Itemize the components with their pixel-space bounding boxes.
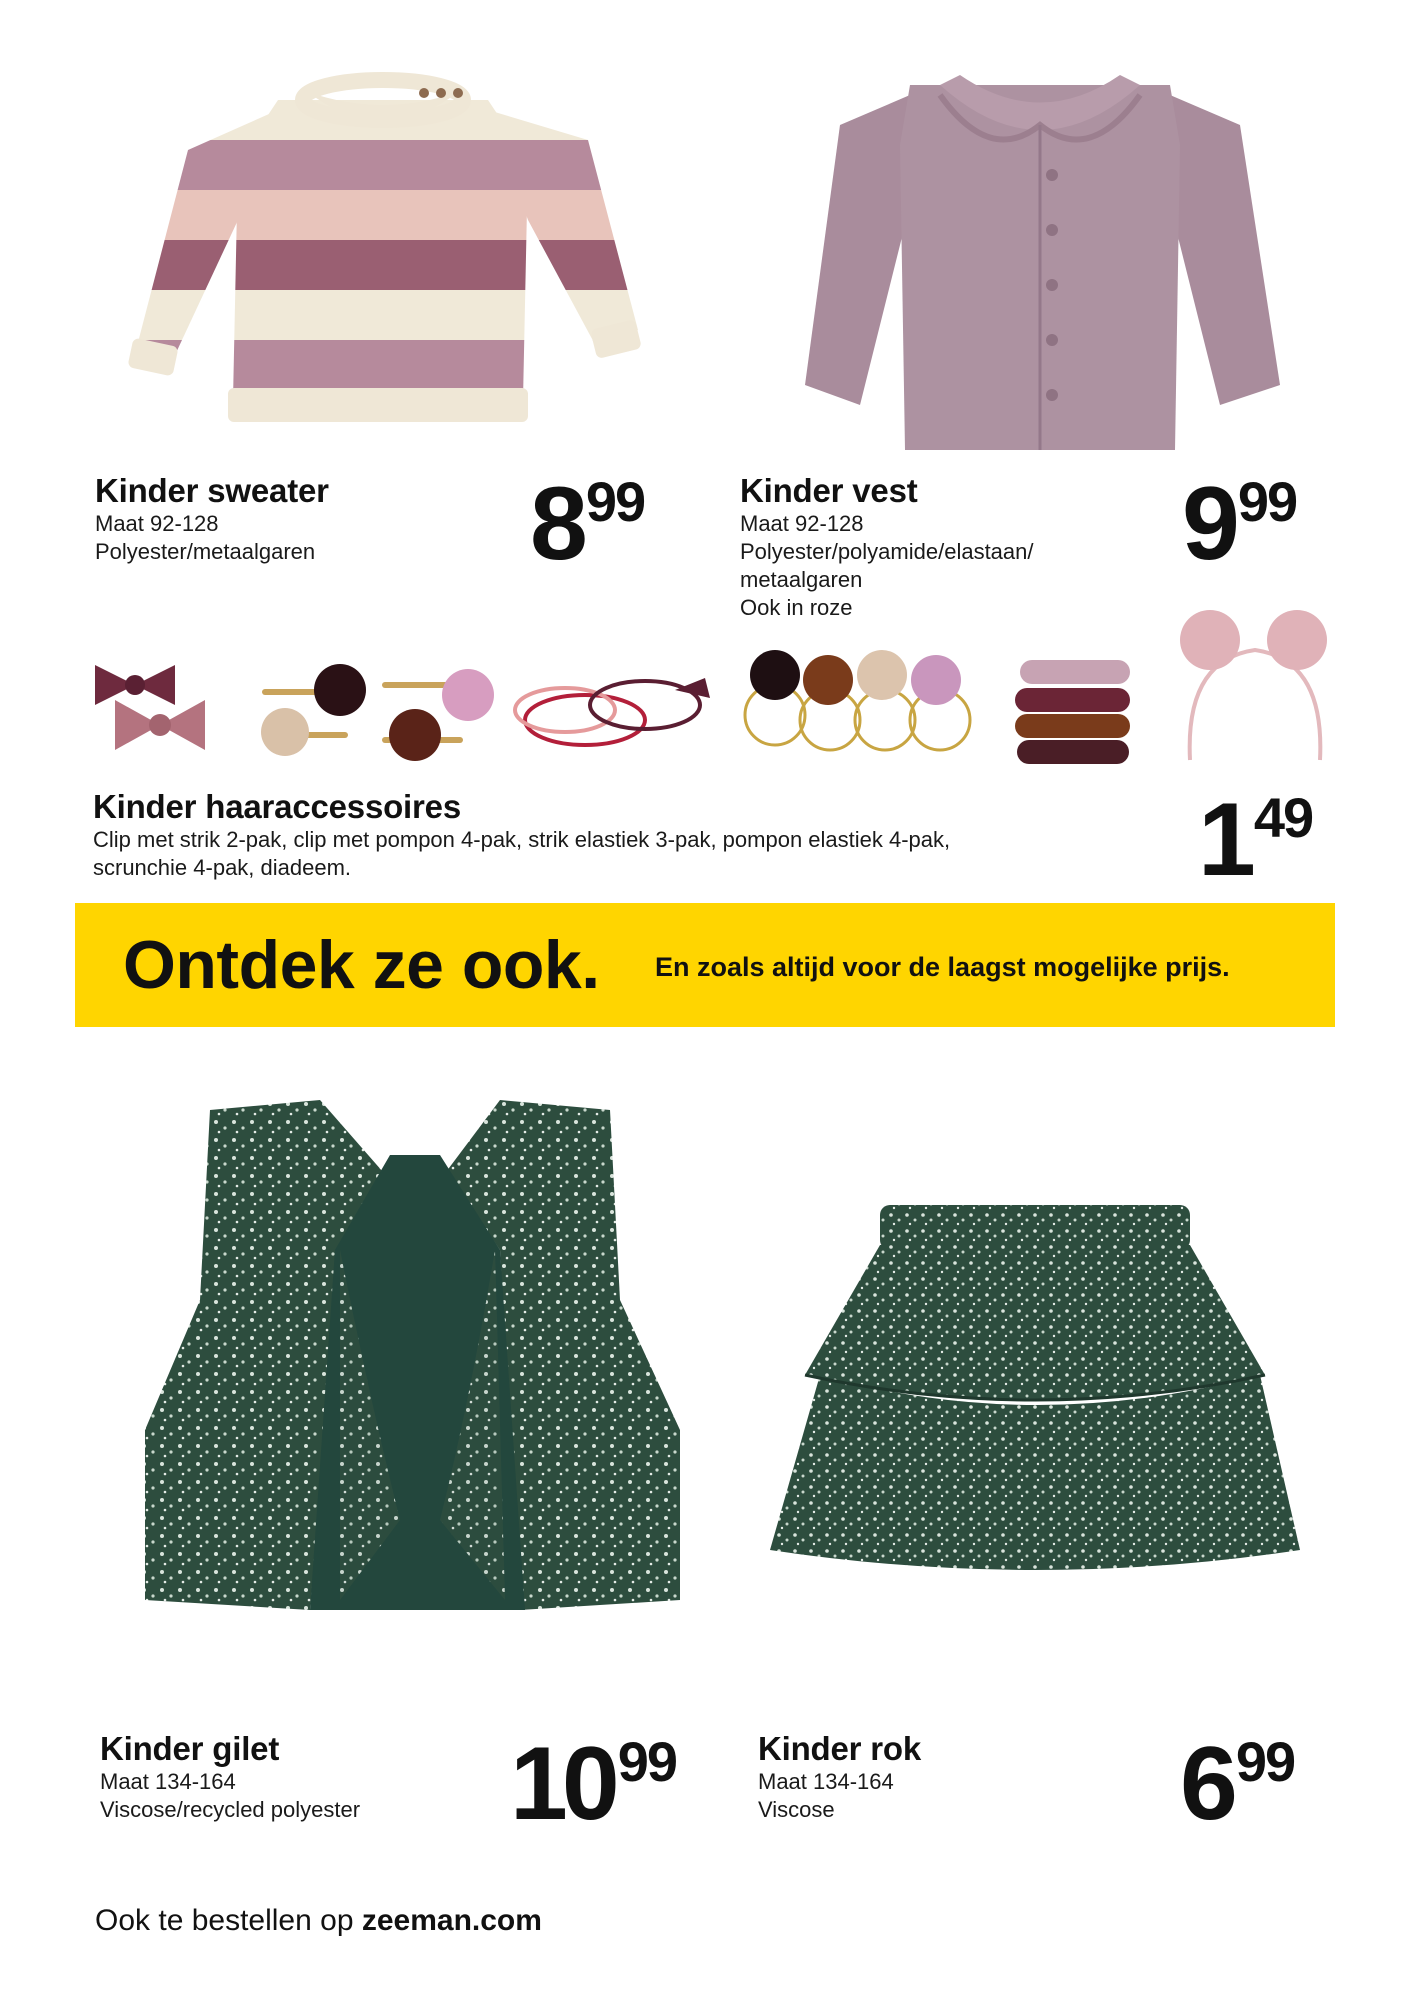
product-material: Polyester/metaalgaren	[95, 539, 316, 564]
banner-subline: En zoals altijd voor de laagst mogelijke prijs.	[655, 952, 1230, 982]
product-info-hair-accessories	[93, 788, 1093, 882]
product-material: Viscose	[758, 1797, 835, 1822]
product-title: Kinder gilet	[100, 1730, 280, 1767]
product-image-hair-accessories	[85, 610, 1335, 780]
product-image-vest	[790, 55, 1290, 455]
product-image-sweater	[128, 70, 648, 460]
product-size: Maat 134-164	[758, 1769, 894, 1794]
promo-banner	[75, 903, 1335, 1027]
product-variant: Ook in roze	[740, 595, 853, 620]
product-title: Kinder haaraccessoires	[93, 788, 461, 825]
product-material: Viscose/recycled polyester	[100, 1797, 361, 1822]
price-gilet: 1099	[510, 1726, 676, 1842]
product-image-skirt	[760, 1195, 1310, 1575]
footer-prefix: Ook te bestellen op	[95, 1904, 362, 1937]
product-info-sweater	[95, 472, 495, 566]
product-title: Kinder rok	[758, 1730, 922, 1767]
price-hair-accessories: 149	[1198, 782, 1313, 898]
product-title: Kinder vest	[740, 472, 918, 509]
product-description-line-2: scrunchie 4-pak, diadeem.	[93, 855, 352, 880]
product-material: Polyester/polyamide/elastaan/	[740, 539, 1034, 564]
product-description-line-1: Clip met strik 2-pak, clip met pompon 4-pak, strik elastiek 3-pak, pompon elastiek 4-pak,	[93, 827, 951, 852]
product-info-skirt	[758, 1730, 1138, 1824]
product-size: Maat 92-128	[740, 511, 864, 536]
product-info-vest	[740, 472, 1120, 622]
footer-order-note	[95, 1903, 542, 1939]
product-size: Maat 134-164	[100, 1769, 236, 1794]
product-image-gilet	[140, 1100, 700, 1640]
footer-site-link[interactable]: zeeman.com	[361, 1904, 542, 1937]
product-material-cont: metaalgaren	[740, 567, 863, 592]
product-size: Maat 92-128	[95, 511, 219, 536]
price-sweater: 899	[530, 466, 645, 582]
banner-headline: Ontdek ze ook.	[123, 927, 600, 1003]
price-skirt: 699	[1180, 1726, 1295, 1842]
product-info-gilet	[100, 1730, 500, 1824]
price-vest: 999	[1182, 466, 1297, 582]
product-title: Kinder sweater	[95, 472, 329, 509]
